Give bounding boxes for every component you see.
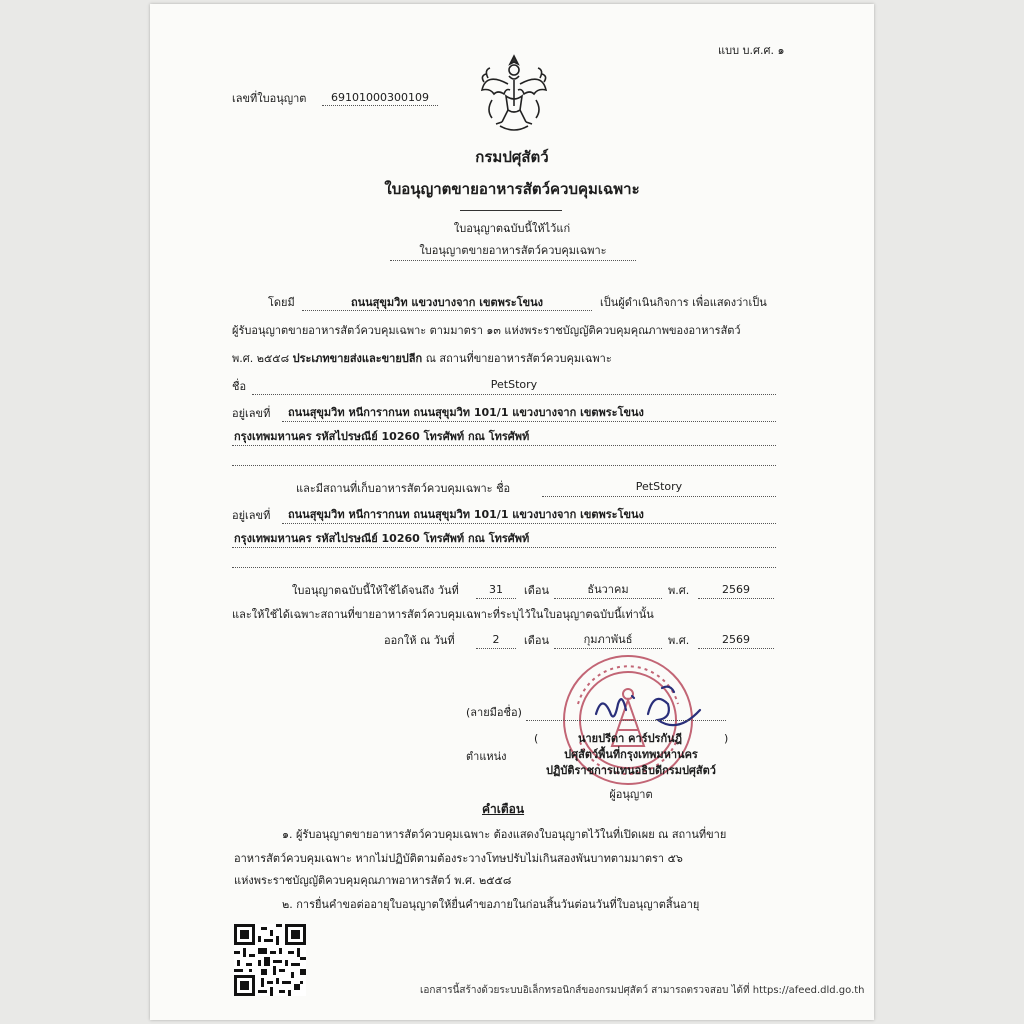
storage-label: และมีสถานที่เก็บอาหารสัตว์ควบคุมเฉพาะ ชื่อ [296, 482, 511, 495]
address-line-1: ถนนสุขุมวิท หนีการากนท ถนนสุขุมวิท 101/1 แขวงบางจาก เขตพระโขนง [288, 406, 644, 419]
issued-year: 2569 [722, 633, 750, 646]
issued-month: กุมภาพันธ์ [583, 633, 633, 646]
form-code: แบบ บ.ศ.ศ. ๑ [718, 44, 785, 57]
shop-name: PetStory [490, 378, 538, 391]
valid-until-label: ใบอนุญาตฉบับนี้ให้ใช้ได้จนถึง วันที่ [292, 584, 459, 597]
address-line-2: กรุงเทพมหานคร รหัสไปรษณีย์ 10260 โทรศัพท์ กณ โทรศัพท์ [234, 430, 530, 443]
issued-to-value: ใบอนุญาตขายอาหารสัตว์ควบคุมเฉพาะ [419, 244, 607, 257]
license-no: 69101000300109 [331, 91, 429, 104]
signer-name: นายปรีดา คาร์ปรกันฎี [577, 732, 683, 745]
address-label: อยู่เลขที่ [232, 407, 271, 420]
by-label: โดยมี [268, 296, 295, 309]
valid-month-label: เดือน [524, 584, 550, 597]
license-no-label: เลขที่ใบอนุญาต [232, 92, 307, 105]
storage-address-line-2: กรุงเทพมหานคร รหัสไปรษณีย์ 10260 โทรศัพท์ กณ โทรศัพท์ [234, 532, 530, 545]
warning-2: ๒. การยื่นคำขอต่ออายุใบอนุญาตให้ยื่นคำขอภายในก่อนสิ้นวันต่อนวันที่ใบอนุญาตสิ้นอายุ [282, 898, 700, 911]
valid-year-label: พ.ศ. [668, 584, 690, 597]
signature-label: (ลายมือชื่อ) [466, 706, 522, 719]
para1-line2: ผู้รับอนุญาตขายอาหารสัตว์ควบคุมเฉพาะ ตามมาตรา ๑๓ แห่งพระราชบัญญัติควบคุมคุณภาพของอาหารสัตว์ [232, 324, 741, 337]
valid-month: ธันวาคม [587, 583, 629, 596]
title-divider [460, 210, 562, 211]
issued-day: 2 [492, 633, 500, 646]
valid-day: 31 [489, 583, 503, 596]
issued-year-label: พ.ศ. [668, 634, 690, 647]
department-title: กรมปศุสัตว์ [475, 148, 549, 166]
para1-end: เป็นผู้ดำเนินกิจการ เพื่อแสดงว่าเป็น [600, 296, 767, 309]
warning-1b: อาหารสัตว์ควบคุมเฉพาะ หากไม่ปฏิบัติตามต้องระวางโทษปรับไม่เกินสองพันบาทตามมาตรา ๕๖ [234, 852, 683, 865]
document-title: ใบอนุญาตขายอาหารสัตว์ควบคุมเฉพาะ [384, 180, 640, 198]
storage-name: PetStory [635, 480, 683, 493]
storage-address-label: อยู่เลขที่ [232, 509, 271, 522]
signer-position-2: ปฏิบัติราชการแทนอธิบดีกรมปศุสัตว์ [546, 764, 716, 777]
issued-date-label: ออกให้ ณ วันที่ [384, 634, 455, 647]
valid-year: 2569 [722, 583, 750, 596]
position-label: ตำแหน่ง [466, 750, 507, 763]
scope-text: และให้ใช้ได้เฉพาะสถานที่ขายอาหารสัตว์ควบคุมเฉพาะที่ระบุไว้ในใบอนุญาตฉบับนี้เท่านั้น [232, 608, 654, 621]
warning-title: คำเตือน [482, 802, 525, 816]
license-document [150, 4, 874, 1020]
open-paren: ( [534, 732, 539, 745]
operator-address: ถนนสุขุมวิท แขวงบางจาก เขตพระโขนง [350, 296, 544, 309]
storage-address-line-1: ถนนสุขุมวิท หนีการากนท ถนนสุขุมวิท 101/1 แขวงบางจาก เขตพระโขนง [288, 508, 644, 521]
issued-to-label: ใบอนุญาตฉบับนี้ให้ไว้แก่ [453, 222, 571, 235]
para1-line3: พ.ศ. ๒๕๕๘ ประเภทขายส่งและขายปลีก ณ สถานที่ขายอาหารสัตว์ควบคุมเฉพาะ [232, 352, 612, 365]
signer-position-1: ปศุสัตว์พื้นที่กรุงเทพมหานคร [564, 748, 698, 761]
warning-1a: ๑. ผู้รับอนุญาตขายอาหารสัตว์ควบคุมเฉพาะ ต้องแสดงใบอนุญาตไว้ในที่เปิดเผย ณ สถานที่ขาย [282, 828, 727, 841]
footer-verification-text: เอกสารนี้สร้างด้วยระบบอิเล็กทรอนิกส์ของกรมปศุสัตว์ สามารถตรวจสอบ ได้ที่ https://afeed.dld.go.th [420, 985, 865, 996]
qr-code-icon [234, 924, 306, 996]
close-paren: ) [724, 732, 729, 745]
warning-1c: แห่งพระราชบัญญัติควบคุมคุณภาพอาหารสัตว์ พ.ศ. ๒๕๕๘ [234, 874, 512, 887]
garuda-emblem-icon [478, 50, 550, 134]
name-label: ชื่อ [232, 380, 247, 393]
issued-month-label: เดือน [524, 634, 550, 647]
licensor-label: ผู้อนุญาต [609, 788, 653, 801]
